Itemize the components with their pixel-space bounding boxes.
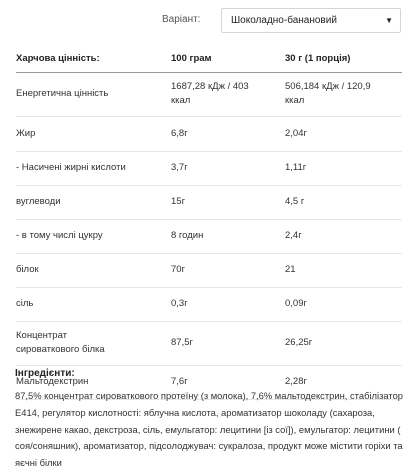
header-per-serving: 30 г (1 порція) [285, 46, 402, 72]
row-name: - Насичені жирні кислоти [16, 151, 171, 185]
row-name: Мальтодекстрин [16, 365, 171, 399]
row-name: вуглеводи [16, 185, 171, 219]
row-per100: 15г [171, 185, 285, 219]
header-nutrition: Харчова цінність: [16, 46, 171, 72]
row-per100: 87,5г [171, 321, 285, 365]
ingredients-section [15, 368, 407, 472]
row-per100 [171, 72, 285, 116]
row-per100: 7,6г [171, 365, 285, 399]
table-row [16, 72, 402, 116]
row-name [16, 321, 171, 365]
table-row [16, 253, 402, 287]
row-per100: 3,7г [171, 151, 285, 185]
table-row [16, 151, 402, 185]
row-per-serving: 2,4г [285, 219, 402, 253]
ingredients-text: 87,5% концентрат сироваткового протеїну (з молока), 7,6% мальтодекстрин, стабілізатор Е414, регулятор кислотності: яблучна кислота, ароматизатор шоколаду (сахароза, знежирене какао, декстроза, сіль, емульгатор: лецитини [із сої]), емульгатор: лецитини ( соя/соняшник), ароматизатор, підсолоджувач: сукралоза, продукт може містити горіхи та яєчні білки [15, 390, 403, 469]
row-per-serving: 0,09г [285, 287, 402, 321]
row-per-serving: 1,11г [285, 151, 402, 185]
row-name: білок [16, 253, 171, 287]
row-per-serving: 4,5 г [285, 185, 402, 219]
table-row [16, 116, 402, 151]
row-name-text: Концентрат сироваткового білка [16, 330, 105, 355]
variant-select[interactable] [221, 8, 401, 33]
row-name: - в тому числі цукру [16, 219, 171, 253]
ingredients-title: Інгредієнти: [15, 368, 75, 379]
row-name: сіль [16, 287, 171, 321]
row-per-serving: 26,25г [285, 321, 402, 365]
row-name: Енергетична цінність [16, 72, 171, 116]
row-per100: 8 годин [171, 219, 285, 253]
row-per-serving-value: 506,184 кДж / 120,9 ккал [285, 81, 371, 106]
variant-selected-value: Шоколадно-банановий [231, 15, 337, 26]
row-per-serving: 2,28г [285, 365, 402, 399]
variant-label: Варіант: [162, 14, 201, 25]
row-per100: 0,3г [171, 287, 285, 321]
table-row [16, 185, 402, 219]
table-row [16, 287, 402, 321]
table-row [16, 219, 402, 253]
row-per100: 70г [171, 253, 285, 287]
row-name: Жир [16, 116, 171, 151]
chevron-down-icon: ▼ [385, 16, 393, 25]
nutrition-table [16, 46, 402, 400]
row-per-serving [285, 72, 402, 116]
row-per-serving: 21 [285, 253, 402, 287]
header-per-100g: 100 грам [171, 46, 285, 72]
table-row [16, 321, 402, 365]
row-per-serving: 2,04г [285, 116, 402, 151]
table-header-row [16, 46, 402, 72]
row-per100: 6,8г [171, 116, 285, 151]
row-per100-value: 1687,28 кДж / 403 ккал [171, 81, 249, 106]
